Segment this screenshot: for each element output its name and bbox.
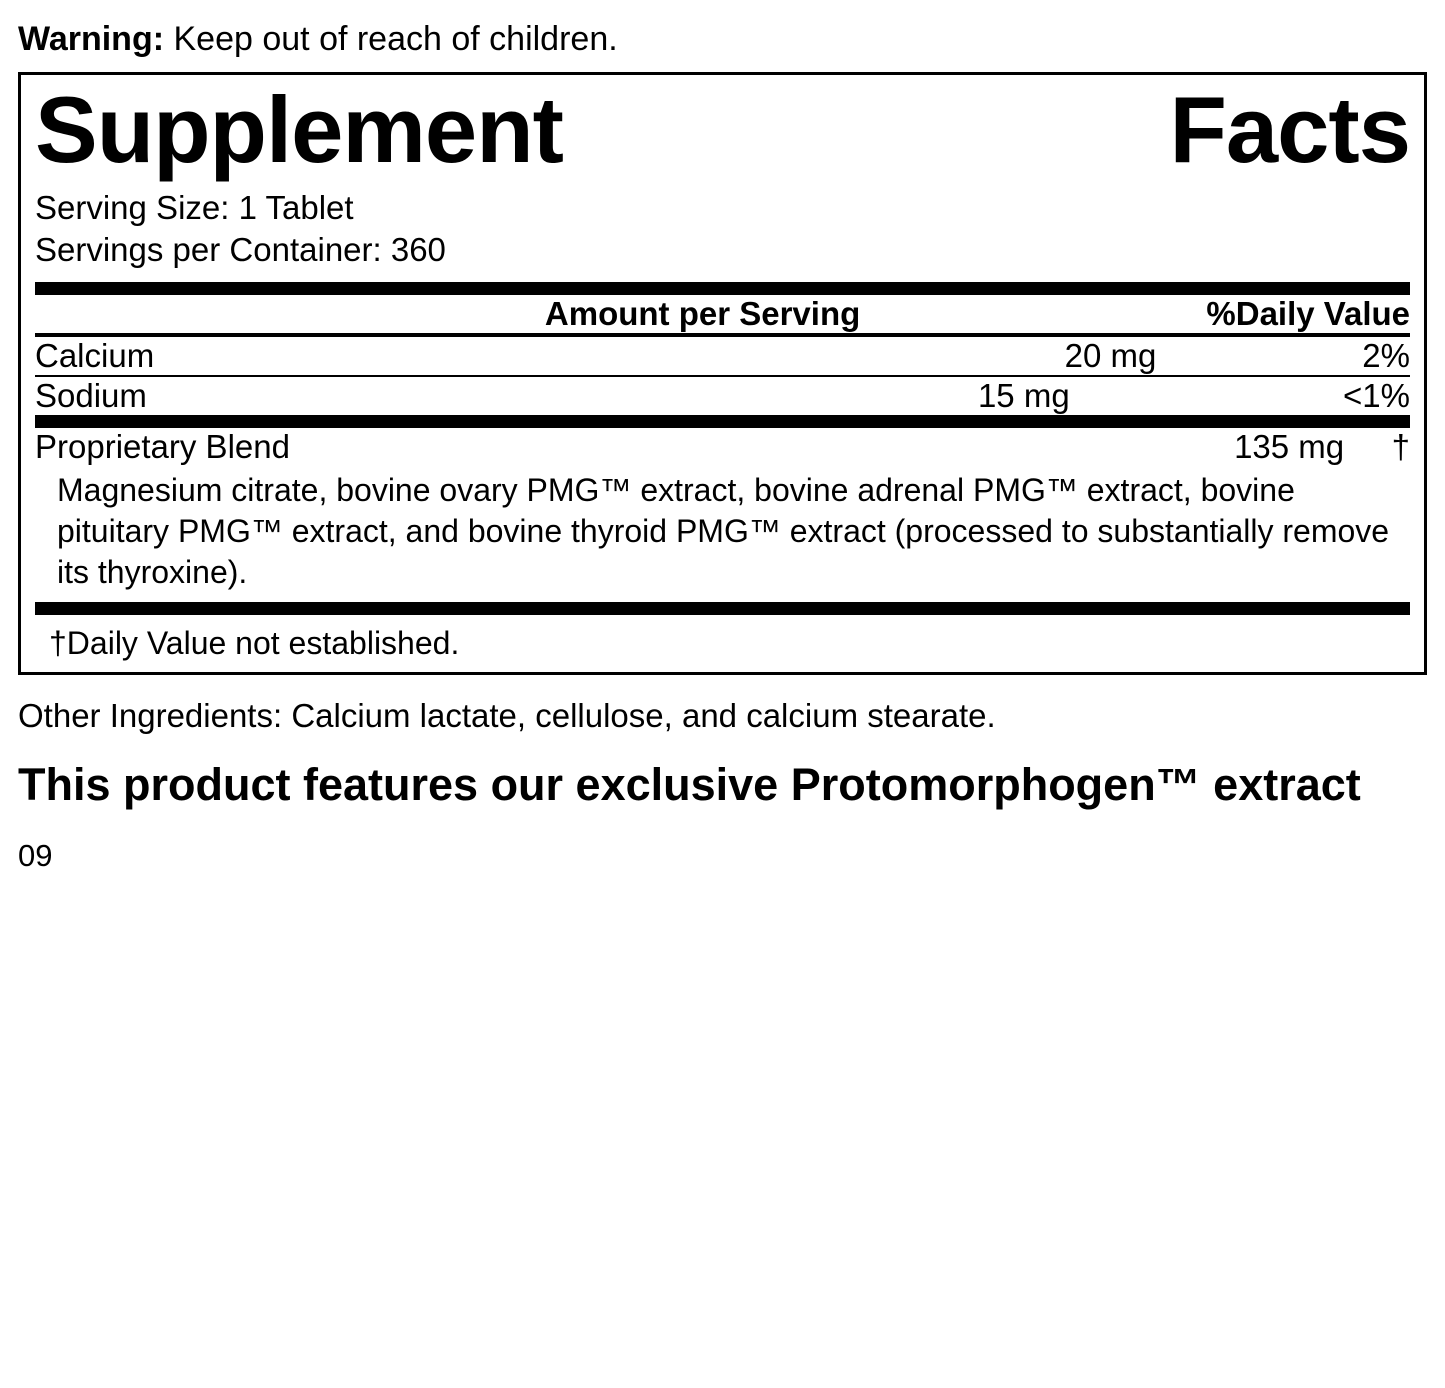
nutrient-daily-value: <1% bbox=[1343, 377, 1410, 415]
header-daily-value: %Daily Value bbox=[1206, 295, 1410, 333]
nutrient-rows-2 bbox=[35, 377, 1410, 415]
blend-daily-value: † bbox=[1391, 428, 1410, 466]
supplement-facts-title bbox=[35, 79, 1410, 181]
supplement-facts-title-right: Facts bbox=[1169, 77, 1410, 182]
rule-above-blend bbox=[35, 415, 1410, 428]
blend-name: Proprietary Blend bbox=[35, 428, 290, 466]
supplement-facts-table bbox=[35, 295, 1410, 333]
table-header-row bbox=[35, 295, 1410, 333]
serving-size: Serving Size: 1 Tablet bbox=[35, 188, 354, 226]
blend-amount: 135 mg bbox=[1234, 428, 1345, 466]
warning-label: Warning: bbox=[18, 20, 165, 58]
nutrient-amount: 20 mg bbox=[1064, 337, 1157, 375]
nutrient-daily-value: 2% bbox=[1362, 337, 1410, 375]
nutrient-name: Sodium bbox=[35, 377, 147, 415]
proprietary-blend-row bbox=[35, 428, 1410, 466]
table-row bbox=[35, 337, 1410, 375]
header-amount-per-serving: Amount per Serving bbox=[544, 295, 861, 333]
rule-thick-top bbox=[35, 282, 1410, 295]
supplement-facts-panel bbox=[18, 72, 1427, 675]
warning-line bbox=[18, 0, 1427, 72]
rule-below-blend bbox=[35, 602, 1410, 615]
blend-description: Magnesium citrate, bovine ovary PMG™ extract, bovine adrenal PMG™ extract, bovine pituitary PMG™ extract, and bovine thyroid PMG™ extract (processed to substantially remove its thyroxine). bbox=[57, 472, 1390, 590]
supplement-facts-title-left: Supplement bbox=[35, 77, 563, 182]
table-row bbox=[35, 377, 1410, 415]
nutrient-rows bbox=[35, 337, 1410, 375]
nutrient-amount: 15 mg bbox=[977, 377, 1070, 415]
serving-info bbox=[35, 187, 1410, 273]
servings-per-container: Servings per Container: 360 bbox=[35, 231, 446, 269]
revision-code: 09 bbox=[18, 837, 53, 873]
table-row bbox=[35, 428, 1410, 466]
other-ingredients: Other Ingredients: Calcium lactate, cellulose, and calcium stearate. bbox=[18, 697, 996, 735]
nutrient-name: Calcium bbox=[35, 337, 155, 375]
feature-statement: This product features our exclusive Protomorphogen™ extract bbox=[18, 759, 1361, 811]
daily-value-footnote: †Daily Value not established. bbox=[49, 625, 460, 662]
warning-text: Keep out of reach of children. bbox=[173, 20, 618, 58]
